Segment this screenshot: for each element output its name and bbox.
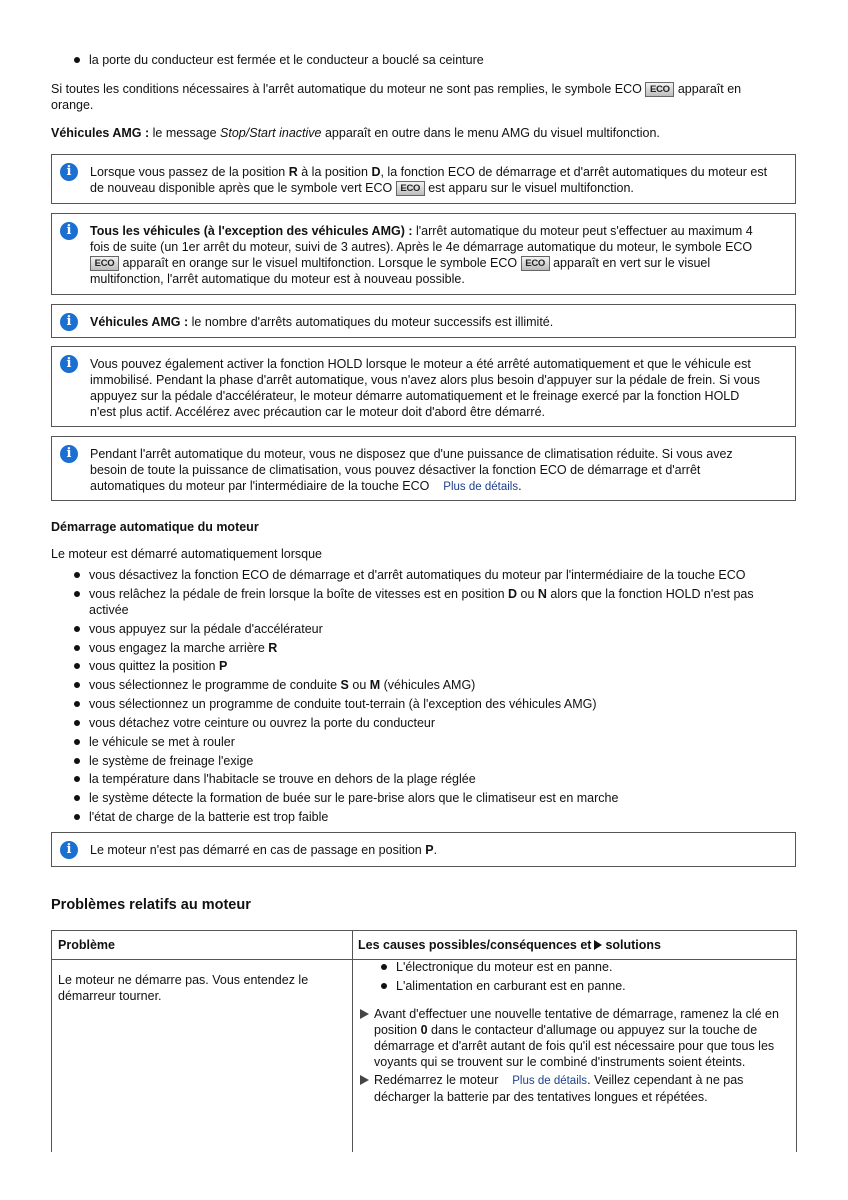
list-item xyxy=(72,715,788,731)
bullet-dot xyxy=(74,701,80,707)
stop-start-message: Stop/Start inactive xyxy=(220,126,322,140)
bullet-dot xyxy=(74,814,80,820)
more-details-link[interactable]: Plus de détails xyxy=(443,481,519,493)
list-item xyxy=(72,771,788,787)
info-icon: i xyxy=(60,163,78,181)
list-item xyxy=(72,658,788,674)
eco-icon: ECO xyxy=(90,256,119,271)
arrow-right-icon xyxy=(360,1075,369,1085)
header-text: solutions xyxy=(605,938,662,952)
solution-text: voyants qui se trouvent sur le combiné d'instruments soient éteints. xyxy=(374,1055,746,1069)
note-bold-label: Véhicules AMG : xyxy=(90,315,189,329)
note-bold-label: Tous les véhicules (à l'exception des véhicules AMG) : xyxy=(90,224,413,238)
bullet-dot xyxy=(74,795,80,801)
problem-text: démarreur tourner. xyxy=(58,989,162,1003)
list-item xyxy=(72,809,788,825)
list-item xyxy=(72,586,788,618)
note-text-part: , la fonction ECO de démarrage et d'arrêt automatiques du moteur est xyxy=(380,165,768,179)
note-text-part: le nombre d'arrêts automatiques du moteur successifs est illimité. xyxy=(188,315,554,329)
note-line: Pendant l'arrêt automatique du moteur, vous ne disposez que d'une puissance de climatisation réduite. Si vous avez xyxy=(90,447,733,461)
amg-label: Véhicules AMG : xyxy=(51,126,150,140)
note-text xyxy=(90,446,785,495)
solution-text: dans le contacteur d'allumage ou appuyez sur la touche de xyxy=(427,1023,758,1037)
note-text xyxy=(90,164,785,196)
info-icon: i xyxy=(60,355,78,373)
list-item xyxy=(72,696,788,712)
eco-icon: ECO xyxy=(396,181,425,196)
cause-item xyxy=(379,959,612,975)
solution-text: position xyxy=(374,1023,421,1037)
position-r: R xyxy=(288,165,298,179)
paragraph-text: apparaît en outre dans le menu AMG du visuel multifonction. xyxy=(321,126,660,140)
solution-item xyxy=(360,1006,806,1070)
list-item-text: le système de freinage l'exige xyxy=(89,754,254,768)
header-text: Les causes possibles/conséquences et xyxy=(358,938,592,952)
note-text-part: Le moteur n'est pas démarré en cas de passage en position xyxy=(90,843,426,857)
cause-text: L'électronique du moteur est en panne. xyxy=(396,960,613,974)
note-line: appuyez sur la pédale d'accélérateur, le moteur démarre automatiquement et le freinage exercé par la fonction HOLD xyxy=(90,389,740,403)
list-item-text: vous sélectionnez un programme de conduite tout-terrain (à l'exception des véhicules AMG) xyxy=(89,697,597,711)
list-item xyxy=(72,753,788,769)
info-note xyxy=(51,154,796,204)
list-item xyxy=(72,790,788,806)
eco-icon: ECO xyxy=(645,82,674,97)
list-item-text: vous détachez votre ceinture ou ouvrez la porte du conducteur xyxy=(89,716,436,730)
info-icon: i xyxy=(60,222,78,240)
list-item-text: vous désactivez la fonction ECO de démarrage et d'arrêt automatiques du moteur par l'intermédiaire de la touche ECO xyxy=(89,568,746,582)
paragraph-amg xyxy=(51,125,796,141)
paragraph-text: Si toutes les conditions nécessaires à l'arrêt automatique du moteur ne sont pas remplies, le symbole ECO xyxy=(51,82,642,96)
note-text-part: à la position xyxy=(297,165,372,179)
table-header-problem: Problème xyxy=(58,938,115,952)
list-item-text: vous quittez la position xyxy=(89,659,219,673)
bullet-dot xyxy=(74,776,80,782)
arrow-right-icon xyxy=(594,940,602,950)
bullet-dot xyxy=(74,758,80,764)
solution-text: Avant d'effectuer une nouvelle tentative de démarrage, ramenez la clé en xyxy=(374,1007,779,1021)
note-text-part: apparaît en orange sur le visuel multifonction. Lorsque le symbole ECO xyxy=(122,256,518,270)
problem-text: Le moteur ne démarre pas. Vous entendez le xyxy=(58,973,309,987)
note-text-part: . xyxy=(433,843,438,857)
position-d: D xyxy=(508,587,518,601)
paragraph-text: apparaît en xyxy=(677,82,742,96)
program-s: S xyxy=(340,678,349,692)
note-text-part: . xyxy=(518,479,522,493)
bullet-dot xyxy=(74,626,80,632)
cause-text: L'alimentation en carburant est en panne. xyxy=(396,979,626,993)
note-line: Vous pouvez également activer la fonction HOLD lorsque le moteur a été arrêté automatiquement et que le véhicule est xyxy=(90,357,751,371)
list-item xyxy=(72,567,788,583)
paragraph-text: le message xyxy=(149,126,221,140)
arrow-right-icon xyxy=(360,1009,369,1019)
list-item xyxy=(72,621,788,637)
list-item xyxy=(72,734,788,750)
more-details-link[interactable]: Plus de détails xyxy=(512,1075,588,1087)
bullet-dot xyxy=(74,663,80,669)
note-line: n'est plus actif. Accélérez avec précaution car le moteur doit d'abord être démarré. xyxy=(90,405,546,419)
position-r: R xyxy=(268,641,278,655)
note-text xyxy=(90,356,785,420)
note-text-part: fois de suite (un 1er arrêt du moteur, suivi de 3 autres). Après le 4e démarrage automatique du moteur, le symbole ECO xyxy=(90,240,753,254)
note-text-part: est apparu sur le visuel multifonction. xyxy=(428,181,634,195)
section-title: Démarrage automatique du moteur xyxy=(51,520,259,534)
eco-icon: ECO xyxy=(521,256,550,271)
solution-text: Redémarrez le moteur xyxy=(374,1073,499,1087)
info-icon: i xyxy=(60,445,78,463)
list-item-text: (véhicules AMG) xyxy=(380,678,476,692)
note-line: automatiques du moteur par l'intermédiaire de la touche ECO xyxy=(90,479,430,493)
note-text-part: multifonction, l'arrêt automatique du moteur est à nouveau possible. xyxy=(90,272,465,286)
position-p: P xyxy=(425,843,434,857)
list-item xyxy=(72,640,788,656)
list-item xyxy=(72,52,788,68)
note-text-part: apparaît en vert sur le visuel xyxy=(553,256,711,270)
list-item-text: vous engagez la marche arrière xyxy=(89,641,269,655)
note-line: immobilisé. Pendant la phase d'arrêt automatique, vous n'avez alors plus besoin d'appuyer sur la pédale de frein. Si vous xyxy=(90,373,761,387)
list-item-text: alors que la fonction HOLD n'est pas xyxy=(546,587,754,601)
paragraph-text: orange. xyxy=(51,98,94,112)
solution-item xyxy=(360,1072,806,1105)
list-item-text: ou xyxy=(517,587,538,601)
problem-cell xyxy=(58,972,343,1004)
list-item-text: vous relâchez la pédale de frein lorsque la boîte de vitesses est en position xyxy=(89,587,509,601)
solution-text: décharger la batterie par des tentatives longues et répétées. xyxy=(374,1090,708,1104)
table-column-problem xyxy=(51,930,353,1152)
note-text xyxy=(90,223,785,287)
bullet-dot xyxy=(74,739,80,745)
solution-text: démarrage et d'arrêt autant de fois qu'il est nécessaire pour que tous les xyxy=(374,1039,775,1053)
position-d: D xyxy=(371,165,381,179)
note-text-part: de nouveau disponible après que le symbole vert ECO xyxy=(90,181,393,195)
note-text-part: Lorsque vous passez de la position xyxy=(90,165,289,179)
bullet-dot xyxy=(74,720,80,726)
list-item-text: le véhicule se met à rouler xyxy=(89,735,235,749)
info-icon: i xyxy=(60,841,78,859)
note-text-part: l'arrêt automatique du moteur peut s'effectuer au maximum 4 xyxy=(412,224,753,238)
info-note xyxy=(51,213,796,295)
bullet-dot xyxy=(381,983,387,989)
note-text xyxy=(90,314,785,330)
bullet-dot xyxy=(74,572,80,578)
cause-item xyxy=(379,978,626,994)
list-item-text: activée xyxy=(89,603,129,617)
bullet-dot xyxy=(74,57,80,63)
info-note xyxy=(51,436,796,501)
position-0: 0 xyxy=(420,1023,428,1037)
list-item xyxy=(72,677,788,693)
list-item-text: le système détecte la formation de buée sur le pare-brise alors que le climatiseur est en marche xyxy=(89,791,619,805)
note-text xyxy=(90,842,785,858)
list-item-text: la porte du conducteur est fermée et le conducteur a bouclé sa ceinture xyxy=(89,53,484,67)
list-item-text: vous sélectionnez le programme de conduite xyxy=(89,678,341,692)
position-p: P xyxy=(218,659,228,673)
table-header-solutions xyxy=(358,937,661,953)
section-intro: Le moteur est démarré automatiquement lorsque xyxy=(51,547,322,561)
bullet-dot xyxy=(381,964,387,970)
list-item-text: vous appuyez sur la pédale d'accélérateur xyxy=(89,622,323,636)
info-note xyxy=(51,832,796,867)
list-item-text: l'état de charge de la batterie est trop faible xyxy=(89,810,329,824)
list-item-text: ou xyxy=(348,678,370,692)
section-title: Problèmes relatifs au moteur xyxy=(51,897,251,913)
solution-text: . Veillez cependant à ne pas xyxy=(587,1073,744,1087)
info-note xyxy=(51,346,796,427)
info-note xyxy=(51,304,796,338)
info-icon: i xyxy=(60,313,78,331)
bullet-dot xyxy=(74,591,80,597)
problems-table xyxy=(51,930,797,1152)
program-m: M xyxy=(369,678,381,692)
bullet-dot xyxy=(74,682,80,688)
note-line: besoin de toute la puissance de climatisation, vous pouvez désactiver la fonction ECO de démarrage et d'arrêt xyxy=(90,463,701,477)
list-item-text: la température dans l'habitacle se trouve en dehors de la plage réglée xyxy=(89,772,476,786)
bullet-dot xyxy=(74,645,80,651)
position-n: N xyxy=(537,587,547,601)
paragraph-eco-orange xyxy=(51,81,796,113)
